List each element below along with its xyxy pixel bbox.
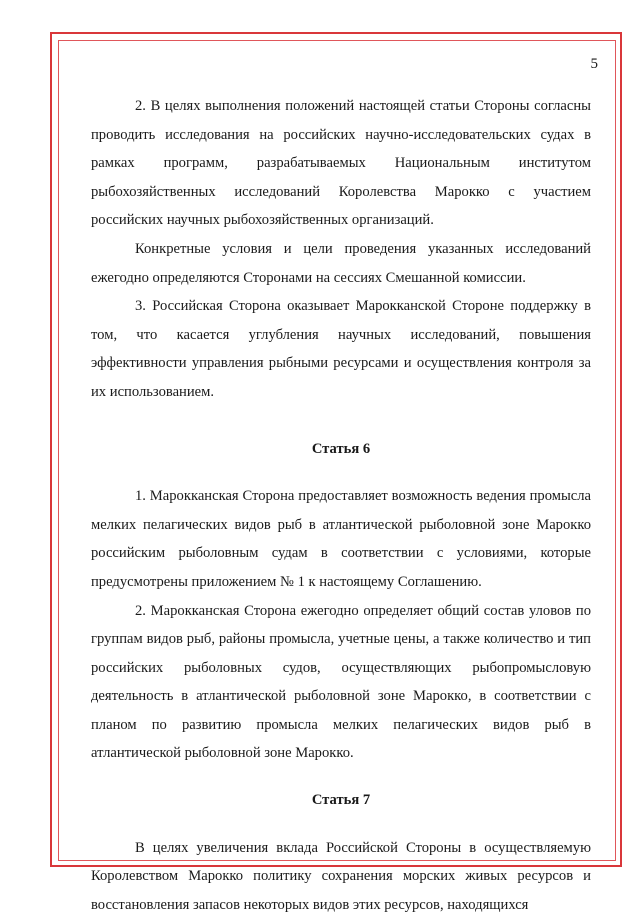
- paragraph-conditions: Конкретные условия и цели проведения указанных исследований ежегодно определяются Сторонами на сессиях Смешанной комиссии.: [91, 240, 591, 286]
- article-7-title: Статья 7: [311, 792, 371, 809]
- paragraph-3-support: 3. Российская Сторона оказывает Марокканской Стороне поддержку в том, что касается углубления научных исследований, повышения эффективности управления рыбными ресурсами и осуществления контроля за их использованием.: [91, 298, 591, 400]
- document-body: [91, 92, 591, 919]
- article-7-paragraph: В целях увеличения вклада Российской Стороны в осуществляемую Королевством Марокко политику сохранения морских живых ресурсов и восстановления запасов некоторых видов этих ресурсов, находящихся: [91, 839, 591, 913]
- paragraph-2-research: 2. В целях выполнения положений настоящей статьи Стороны согласны проводить исследования на российских научно-исследовательских судах в рамках программ, разрабатываемых Национальным институтом рыбохозяйственных исследований Королевства Марокко с участием российских научных рыбохозяйственных организаций.: [91, 98, 591, 229]
- article-6-title: Статья 6: [311, 440, 371, 457]
- article-6-paragraph-2: 2. Марокканская Сторона ежегодно определяет общий состав уловов по группам видов рыб, районы промысла, учетные цены, а также количество и тип российских рыболовных судов, осуществляющих рыбопромысловую деятельность в атлантической рыболовной зоне Марокко, в соответствии с планом по развитию промысла мелких пелагических видов рыб в атлантической рыболовной зоне Марокко.: [91, 602, 591, 762]
- article-6-paragraph-1: 1. Марокканская Сторона предоставляет возможность ведения промысла мелких пелагических видов рыб в атлантической рыболовной зоне Марокко российским рыболовным судам в соответствии с условиями, которые предусмотрены приложением № 1 к настоящему Соглашению.: [91, 488, 591, 590]
- page-number: 5: [590, 56, 598, 72]
